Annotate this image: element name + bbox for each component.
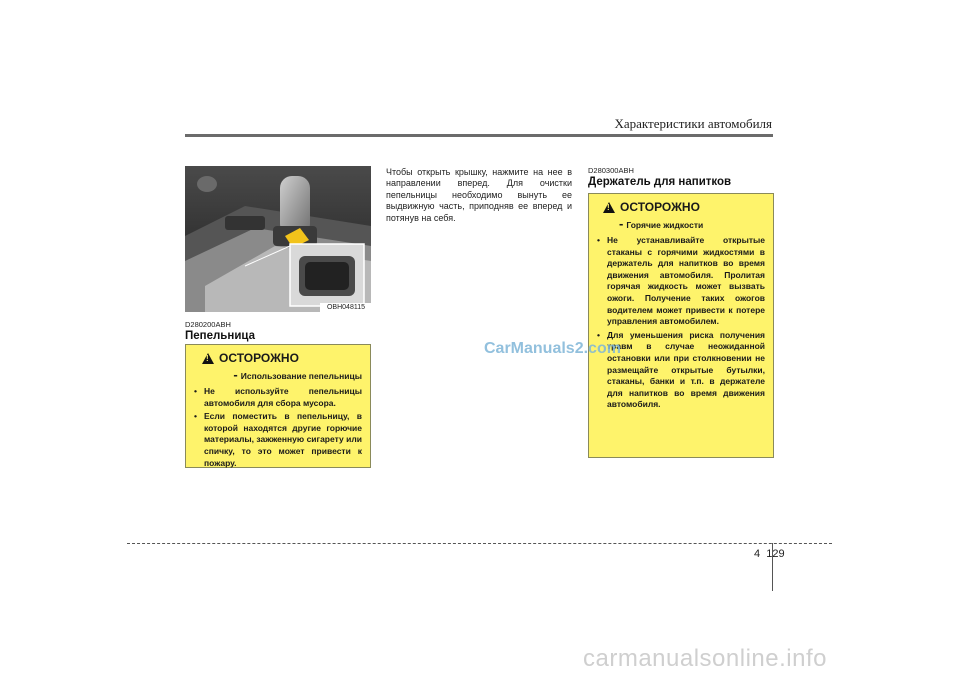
- section-title-cupholder: Держатель для напитков: [588, 176, 732, 188]
- warning-item: • Для уменьшения риска получения травм в случае неожиданной остановки или при столкновении не размещайте открытые бутылки, стаканы, банки и т.п. в держателе для напитков во время движения автомобиля.: [597, 330, 765, 411]
- page-number-value: 129: [766, 548, 785, 560]
- ashtray-instructions: Чтобы открыть крышку, нажмите на нее в направлении вперед. Для очистки пепельницы необходимо вынуть ее выдвижную часть, приподняв ее вперед и потянув на себя.: [386, 167, 572, 223]
- ashtray-photo-illustration: [185, 166, 371, 312]
- warning-item: • Не устанавливайте открытые стаканы с горячими жидкостями в держатель для напитков во время движения автомобиля. Пролитая горячая жидкость может вызвать ожоги. Получение таких ожогов водителем может привести к потере управления автомобилем.: [597, 235, 765, 328]
- section-title-ashtray: Пепельница: [185, 330, 255, 342]
- warning-title: ОСТОРОЖНО: [219, 351, 299, 365]
- warning-dash: -: [233, 367, 238, 382]
- watermark: CarManuals2.com: [484, 340, 621, 357]
- warning-dash: -: [619, 216, 624, 231]
- warning-subtitle: [194, 367, 362, 382]
- warning-header: [597, 200, 765, 214]
- warning-item: • Если поместить в пепельницу, в которой находятся другие горючие материалы, зажженную сигарету или спичку, то это может привести к пожару.: [194, 411, 362, 469]
- photo-code: OBH048115: [320, 303, 372, 313]
- cupholder-warning-box: [588, 193, 774, 458]
- section-code-ashtray: D280200ABH: [185, 320, 231, 329]
- warning-list: [597, 235, 765, 411]
- page-header-title: Характеристики автомобиля: [614, 116, 772, 131]
- ashtray-warning-box: [185, 344, 371, 468]
- ashtray-photo: [185, 166, 371, 312]
- chapter-number: 4: [754, 548, 761, 560]
- warning-title: ОСТОРОЖНО: [620, 200, 700, 214]
- warning-subtitle-text: Горячие жидкости: [626, 220, 704, 230]
- warning-item: • Не используйте пепельницы автомобиля для сбора мусора.: [194, 386, 362, 409]
- warning-header: [194, 351, 362, 365]
- footer-rule: [127, 543, 832, 544]
- warning-triangle-icon: [202, 353, 214, 364]
- warning-list: [194, 386, 362, 469]
- warning-subtitle: [597, 216, 765, 231]
- warning-subtitle-text: Использование пепельницы: [240, 371, 362, 381]
- header-rule: [185, 134, 773, 137]
- warning-triangle-icon: [603, 202, 615, 213]
- site-watermark: carmanualsonline.info: [583, 645, 827, 672]
- page-number: [754, 548, 785, 560]
- section-code-cupholder: D280300ABH: [588, 166, 634, 175]
